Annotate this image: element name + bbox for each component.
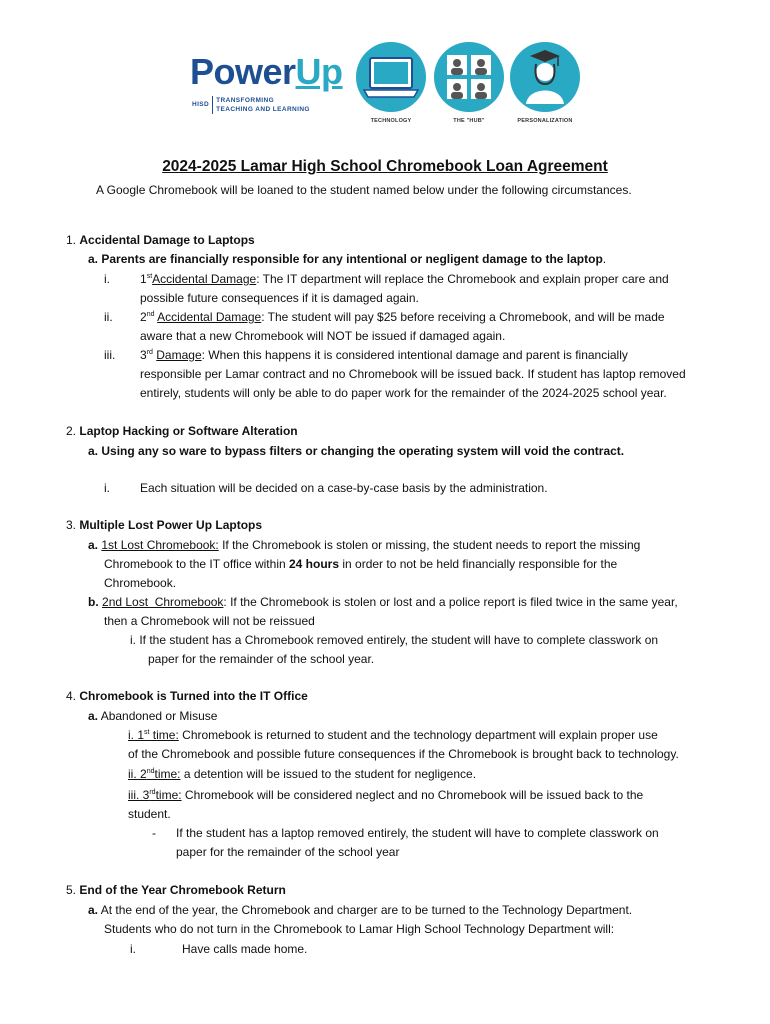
section-5-i-marker: i. xyxy=(130,942,136,956)
section-5-heading: 5. End of the Year Chromebook Return xyxy=(66,883,286,897)
caption-hub: THE "HUB" xyxy=(453,118,485,124)
section-3-i-line1: i. If the student has a Chromebook removed entirely, the student will have to complete classwork on xyxy=(130,633,659,647)
section-1-iii-marker: iii. xyxy=(104,348,116,362)
section-1-i-marker: i. xyxy=(104,272,110,286)
section-4-dash-marker: - xyxy=(152,826,156,840)
section-4-dash-line1: If the student has a laptop removed entirely, the student will have to complete classwork on xyxy=(176,826,659,840)
section-2-heading: 2. Laptop Hacking or Software Alteration xyxy=(66,424,298,438)
section-1-iii-line1: 3rd Damage: When this happens it is considered intentional damage and parent is financially xyxy=(140,348,628,362)
document-title: 2024-2025 Lamar High School Chromebook Loan Agreement xyxy=(162,158,608,175)
logo-up-text: Up xyxy=(295,51,343,92)
section-4-iii-line1: iii. 3rdtime: Chromebook will be considered neglect and no Chromebook will be issued back to the xyxy=(128,788,644,802)
logo-tagline-line2: TEACHING AND LEARNING xyxy=(216,106,310,113)
section-3-a-line1: a. 1st Lost Chromebook: If the Chromebook is stolen or missing, the student needs to report the missing xyxy=(88,538,641,552)
powerup-banner xyxy=(188,40,580,130)
personalization-graduate-icon xyxy=(510,42,580,112)
powerup-logo xyxy=(190,52,343,92)
section-1-i-line2: possible future consequences if it is damaged again. xyxy=(140,291,419,305)
section-3-i-line2: paper for the remainder of the school year. xyxy=(148,652,375,666)
section-2-item-a: a. Using any so ware to bypass filters or changing the operating system will void the contract. xyxy=(88,444,625,458)
section-3-a-line2: Chromebook to the IT office within 24 hours in order to not be held financially responsible for the xyxy=(104,557,618,571)
section-2-i-marker: i. xyxy=(104,481,110,495)
logo-power-text: Power xyxy=(190,51,296,92)
section-5-a-line2: Students who do not turn in the Chromebook to Lamar High School Technology Department will: xyxy=(104,922,615,936)
hub-people-icon xyxy=(434,42,504,112)
section-4-item-a: a. Abandoned or Misuse xyxy=(88,709,218,723)
section-1-heading: 1. Accidental Damage to Laptops xyxy=(66,233,255,247)
section-5-i-text: Have calls made home. xyxy=(182,942,308,956)
section-2-i-text: Each situation will be decided on a case-by-case basis by the administration. xyxy=(140,481,548,495)
section-3-heading: 3. Multiple Lost Power Up Laptops xyxy=(66,518,263,532)
section-1-iii-line3: entirely, students will only be able to do paper work for the remainder of the 2024-2025 school year. xyxy=(140,386,667,400)
section-3-b-line1: b. 2nd Lost Chromebook: If the Chromebook is stolen or lost and a police report is filed twice in the same year, xyxy=(88,595,678,609)
section-1-ii-line2: aware that a new Chromebook will NOT be issued if damaged again. xyxy=(140,329,506,343)
caption-personalization: PERSONALIZATION xyxy=(517,118,573,124)
caption-technology: TECHNOLOGY xyxy=(370,118,412,124)
logo-tagline xyxy=(192,96,310,114)
section-4-dash-line2: paper for the remainder of the school year xyxy=(176,845,400,859)
section-1-i-line1: 1stAccidental Damage: The IT department will replace the Chromebook and explain proper care and xyxy=(140,272,669,286)
section-3-a-line3: Chromebook. xyxy=(104,576,177,590)
section-3-b-line2: then a Chromebook will not be reissued xyxy=(104,614,315,628)
section-1-ii-line1: 2nd Accidental Damage: The student will pay $25 before receiving a Chromebook, and will be made xyxy=(140,310,665,324)
logo-tagline-line1: TRANSFORMING xyxy=(216,97,275,104)
section-1-iii-line2: responsible per Lamar contract and no Chromebook will be issued back. If student has laptop removed xyxy=(140,367,686,381)
technology-laptop-icon xyxy=(356,42,426,112)
section-4-i-line1: i. 1st time: Chromebook is returned to student and the technology department will explain proper use xyxy=(128,728,658,742)
section-4-heading: 4. Chromebook is Turned into the IT Office xyxy=(66,689,308,703)
section-4-ii-line: ii. 2ndtime: a detention will be issued to the student for negligence. xyxy=(128,767,477,781)
section-4-i-line2: of the Chromebook and possible future consequences if the Chromebook is brought back to technology. xyxy=(128,747,679,761)
section-1-item-a: a. Parents are financially responsible for any intentional or negligent damage to the laptop. xyxy=(88,252,607,266)
intro-text: A Google Chromebook will be loaned to the student named below under the following circumstances. xyxy=(96,183,632,197)
section-1-ii-marker: ii. xyxy=(104,310,113,324)
logo-org: HISD xyxy=(192,101,210,108)
section-4-iii-line2: student. xyxy=(128,807,171,821)
section-5-a-line1: a. At the end of the year, the Chromebook and charger are to be turned to the Technology Department. xyxy=(88,903,633,917)
